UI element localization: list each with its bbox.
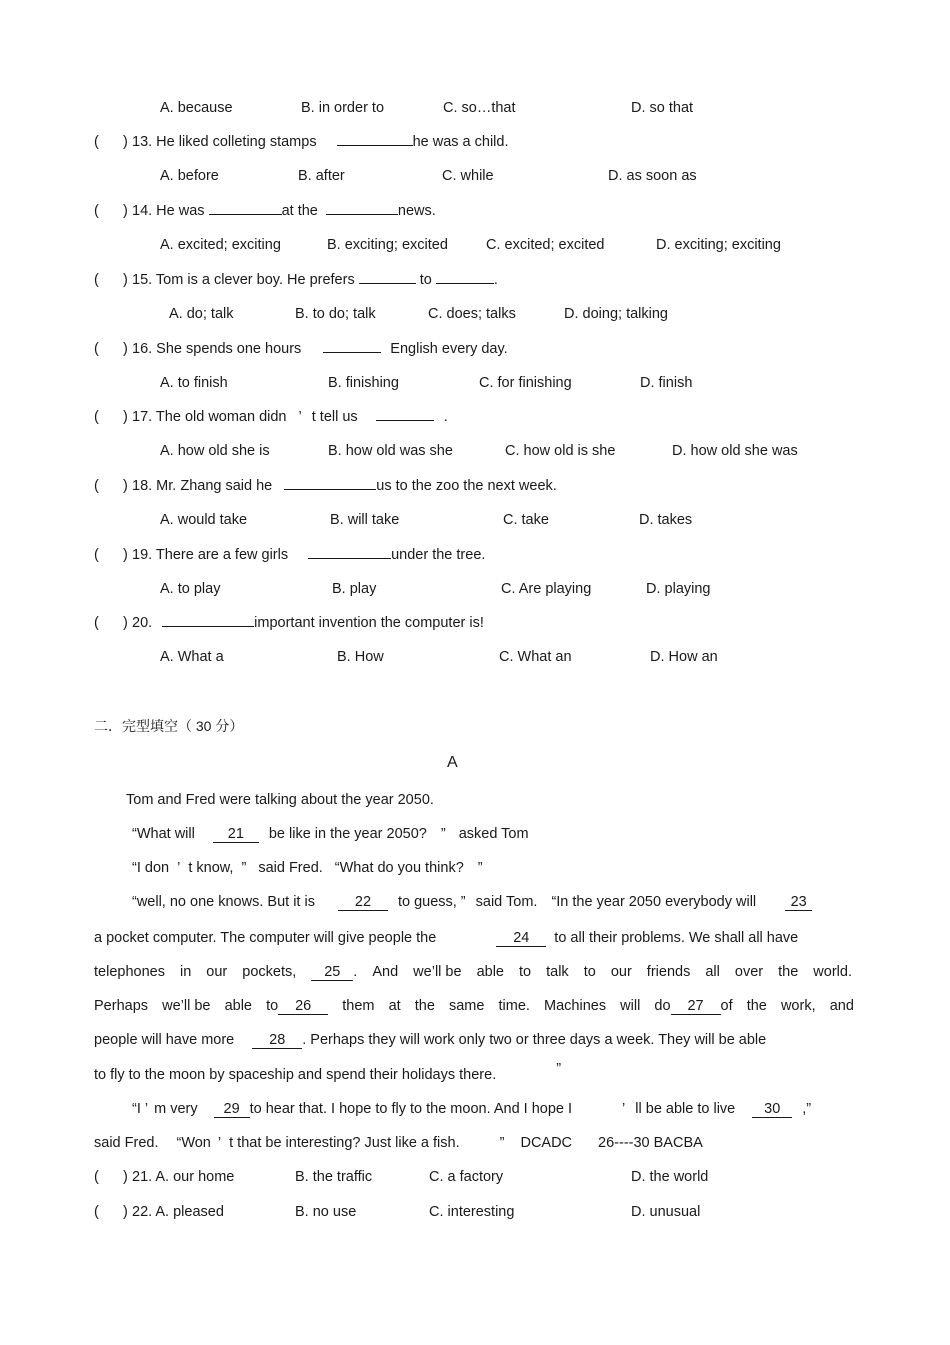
q14-paren-close: ) — [123, 203, 128, 219]
q16-option-c: C. for finishing — [479, 375, 572, 391]
q13-lead: 13. He liked colleting stamps — [132, 134, 317, 150]
passage-text: same — [448, 998, 485, 1014]
passage-heading: A — [447, 754, 458, 771]
q22-paren-close: ) — [123, 1204, 128, 1220]
q14-option-a: A. excited; exciting — [160, 237, 281, 253]
passage-text: ll be able to live — [635, 1101, 736, 1117]
q22-option-c: C. interesting — [429, 1204, 515, 1220]
q17-apostrophe: ’ — [298, 409, 302, 425]
q19-option-a: A. to play — [160, 581, 221, 597]
q14-option-c: C. excited; excited — [486, 237, 605, 253]
passage-text: . Perhaps they will work only two or three days a week. They will be able — [302, 1032, 767, 1048]
q12-option-c: C. so…that — [443, 100, 516, 116]
q13-paren-close: ) — [123, 134, 128, 150]
passage-text: to — [519, 964, 532, 980]
blank-25: 25 — [311, 964, 353, 981]
q18-blank — [284, 489, 376, 490]
q15-blank-2 — [436, 283, 494, 284]
passage-text: work, — [780, 998, 816, 1014]
q19-stem — [132, 546, 485, 564]
q20-option-d: D. How an — [650, 649, 718, 665]
q13-tail: he was a child. — [412, 134, 509, 150]
passage-text: we — [162, 998, 181, 1014]
q18-stem — [132, 477, 557, 495]
q19-blank — [308, 558, 391, 559]
q16-paren-close: ) — [123, 341, 128, 357]
q19-tail: under the tree. — [391, 547, 486, 563]
q17-blank — [376, 420, 434, 421]
passage-apostrophe: ’ — [144, 1101, 149, 1117]
passage-line-1: Tom and Fred were talking about the year 2050. — [126, 792, 434, 808]
q18-paren-close: ) — [123, 478, 128, 494]
q21-option-a: 21. A. our home — [132, 1169, 235, 1185]
passage-text: them — [342, 998, 375, 1014]
passage-word-group — [413, 963, 461, 981]
passage-text: be like in the year 2050? — [268, 826, 427, 842]
q21-option-b: B. the traffic — [295, 1169, 373, 1185]
q17-stem — [132, 408, 448, 426]
q18-paren-open: ( — [94, 478, 99, 494]
q16-blank — [323, 352, 381, 353]
passage-apostrophe: ’ — [180, 998, 184, 1014]
q21-paren-close: ) — [123, 1169, 128, 1185]
passage-text: people will have more — [94, 1032, 235, 1048]
q14-option-d: D. exciting; exciting — [656, 237, 781, 253]
q18-option-c: C. take — [503, 512, 549, 528]
q20-tail: important invention the computer is! — [254, 615, 484, 631]
passage-text: in — [179, 964, 192, 980]
q12-option-b: B. in order to — [301, 100, 385, 116]
q20-lead: 20. — [132, 615, 153, 631]
blank-25-group — [311, 963, 357, 981]
q16-tail: English every day. — [390, 341, 508, 357]
passage-text: do — [654, 998, 671, 1014]
q20-blank — [162, 626, 254, 627]
section-2-label: 二．完型填空（ — [94, 718, 192, 734]
passage-text: Machines — [544, 998, 607, 1014]
answer-key-26-30: 26----30 BACBA — [598, 1135, 703, 1151]
blank-23: 23 — [785, 894, 812, 911]
passage-text: will — [620, 998, 641, 1014]
passage-text: said Fred. — [258, 860, 323, 876]
passage-quote: ” — [460, 894, 466, 910]
passage-text: “What do you think? — [334, 860, 464, 876]
q15-option-a: A. do; talk — [169, 306, 234, 322]
q22-option-b: B. no use — [295, 1204, 357, 1220]
passage-line-5 — [94, 929, 798, 947]
q15-option-c: C. does; talks — [428, 306, 516, 322]
q14-tail: news. — [397, 203, 436, 219]
passage-text: said Fred. — [94, 1135, 159, 1151]
q15-option-d: D. doing; talking — [564, 306, 668, 322]
q16-option-a: A. to finish — [160, 375, 228, 391]
q13-option-a: A. before — [160, 168, 219, 184]
passage-text: to fly to the moon by spaceship and spend their holidays there. — [94, 1067, 497, 1083]
q15-stem — [132, 271, 498, 289]
q19-option-b: B. play — [332, 581, 377, 597]
q12-option-a: A. because — [160, 100, 233, 116]
blank-29: 29 — [214, 1101, 250, 1118]
passage-text: asked Tom — [458, 826, 529, 842]
passage-text: “I don — [132, 860, 170, 876]
q18-tail: us to the zoo the next week. — [376, 478, 557, 494]
passage-line-2 — [132, 825, 529, 843]
passage-line-7 — [94, 997, 854, 1015]
passage-line-8 — [94, 1031, 766, 1049]
blank-26-group — [266, 997, 328, 1015]
passage-text: “What will — [132, 826, 195, 842]
blank-27: 27 — [671, 998, 721, 1015]
passage-text: over — [734, 964, 764, 980]
passage-quote: ” — [241, 860, 247, 876]
passage-quote: ” — [440, 826, 446, 842]
q19-paren-open: ( — [94, 547, 99, 563]
passage-word-group — [162, 997, 210, 1015]
q14-blank-1 — [209, 214, 282, 215]
passage-text: friends — [646, 964, 691, 980]
passage-text: “In the year 2050 everybody will — [551, 894, 757, 910]
q13-stem — [132, 133, 509, 151]
passage-text: ,” — [802, 1101, 812, 1117]
passage-text: our — [610, 964, 632, 980]
passage-text: to — [583, 964, 596, 980]
q16-lead: 16. She spends one hours — [132, 341, 302, 357]
q16-option-d: D. finish — [640, 375, 693, 391]
q17-paren-open: ( — [94, 409, 99, 425]
q20-paren-open: ( — [94, 615, 99, 631]
passage-text: And — [372, 964, 399, 980]
q20-stem — [132, 614, 484, 632]
q17-paren-close: ) — [123, 409, 128, 425]
blank-26: 26 — [278, 998, 328, 1015]
q14-blank-2 — [326, 214, 398, 215]
q17-tail: . — [443, 409, 448, 425]
passage-quote: ” — [499, 1135, 505, 1151]
passage-text: the — [414, 998, 435, 1014]
passage-text: at — [388, 998, 401, 1014]
q21-option-d: D. the world — [631, 1169, 709, 1185]
passage-text: of — [720, 998, 733, 1014]
passage-apostrophe: ’ — [431, 964, 435, 980]
q20-option-a: A. What a — [160, 649, 224, 665]
passage-text: our — [206, 964, 228, 980]
passage-text: all — [705, 964, 720, 980]
q14-mid: at the — [281, 203, 318, 219]
passage-line-4 — [132, 893, 812, 911]
passage-text: a pocket computer. The computer will give people the — [94, 930, 437, 946]
q15-blank-1 — [359, 283, 416, 284]
q16-paren-open: ( — [94, 341, 99, 357]
q19-option-d: D. playing — [646, 581, 711, 597]
q21-option-c: C. a factory — [429, 1169, 504, 1185]
passage-apostrophe: ’ — [622, 1101, 626, 1117]
passage-text: Perhaps — [94, 998, 149, 1014]
passage-text: the — [778, 964, 799, 980]
q15-mid: to — [419, 272, 432, 288]
q13-blank — [337, 145, 413, 146]
passage-text: t know, — [188, 860, 234, 876]
q14-lead: 14. He was — [132, 203, 205, 219]
passage-quote: ” — [556, 1061, 562, 1077]
q18-option-d: D. takes — [639, 512, 693, 528]
passage-text: time. — [498, 998, 530, 1014]
q21-paren-open: ( — [94, 1169, 99, 1185]
passage-text: telephones — [94, 964, 165, 980]
passage-text: . — [353, 964, 358, 980]
q22-option-d: D. unusual — [631, 1204, 701, 1220]
q17-option-a: A. how old she is — [160, 443, 270, 459]
q15-paren-close: ) — [123, 272, 128, 288]
passage-apostrophe: ’ — [217, 1135, 222, 1151]
blank-21: 21 — [213, 826, 259, 843]
q17-option-d: D. how old she was — [672, 443, 798, 459]
passage-text: talk — [546, 964, 569, 980]
passage-line-11 — [94, 1134, 703, 1152]
q20-option-c: C. What an — [499, 649, 572, 665]
passage-line-6 — [94, 963, 852, 981]
section-2-title — [94, 717, 243, 735]
q16-stem — [132, 340, 508, 358]
q13-option-d: D. as soon as — [608, 168, 697, 184]
q18-lead: 18. Mr. Zhang said he — [132, 478, 273, 494]
passage-text: said Tom. — [475, 894, 538, 910]
passage-text: ll be — [183, 998, 211, 1014]
passage-text: to hear that. I hope to fly to the moon. And I hope I — [249, 1101, 573, 1117]
passage-text: able — [476, 964, 504, 980]
q22-paren-open: ( — [94, 1204, 99, 1220]
q15-option-b: B. to do; talk — [295, 306, 376, 322]
q14-stem — [132, 202, 436, 220]
q17-mid: t tell us — [311, 409, 358, 425]
q17-option-c: C. how old is she — [505, 443, 616, 459]
blank-30: 30 — [752, 1101, 792, 1118]
passage-text: we — [413, 964, 432, 980]
passage-apostrophe: ’ — [177, 860, 181, 876]
passage-text: m very — [154, 1101, 198, 1117]
q19-lead: 19. There are a few girls — [132, 547, 289, 563]
passage-text: world. — [813, 964, 852, 980]
passage-text: ll be — [434, 964, 462, 980]
q13-option-c: C. while — [442, 168, 494, 184]
q17-lead: 17. The old woman didn — [132, 409, 287, 425]
q12-option-d: D. so that — [631, 100, 694, 116]
q13-paren-open: ( — [94, 134, 99, 150]
q20-option-b: B. How — [337, 649, 384, 665]
passage-text: and — [829, 998, 854, 1014]
q22-option-a: 22. A. pleased — [132, 1204, 224, 1220]
q15-lead: 15. Tom is a clever boy. He prefers — [132, 272, 355, 288]
passage-text: “Won — [176, 1135, 211, 1151]
q18-option-b: B. will take — [330, 512, 400, 528]
q15-paren-open: ( — [94, 272, 99, 288]
section-2-score: 30 分） — [195, 718, 244, 734]
passage-line-10 — [132, 1100, 811, 1118]
passage-text: “I — [132, 1101, 141, 1117]
q14-option-b: B. exciting; excited — [327, 237, 448, 253]
passage-text: t that be interesting? Just like a fish. — [229, 1135, 460, 1151]
passage-text: to — [266, 998, 279, 1014]
blank-27-group — [654, 997, 732, 1015]
passage-text: “well, no one knows. But it is — [132, 894, 315, 910]
q19-paren-close: ) — [123, 547, 128, 563]
passage-text: to all their problems. We shall all have — [554, 930, 799, 946]
q13-option-b: B. after — [298, 168, 345, 184]
passage-text: the — [746, 998, 767, 1014]
q19-option-c: C. Are playing — [501, 581, 592, 597]
q20-paren-close: ) — [123, 615, 128, 631]
passage-line-9 — [94, 1061, 562, 1084]
passage-text: able — [224, 998, 252, 1014]
q18-option-a: A. would take — [160, 512, 248, 528]
q14-paren-open: ( — [94, 203, 99, 219]
blank-22: 22 — [338, 894, 388, 911]
blank-24: 24 — [496, 930, 546, 947]
q16-option-b: B. finishing — [328, 375, 399, 391]
passage-quote: ” — [477, 860, 483, 876]
answer-key-21-25: DCADC — [520, 1135, 573, 1151]
blank-28: 28 — [252, 1032, 302, 1049]
q15-tail: . — [493, 272, 498, 288]
passage-text: to guess, — [397, 894, 457, 910]
passage-line-3 — [132, 859, 483, 877]
passage-text: pockets, — [242, 964, 297, 980]
q17-option-b: B. how old was she — [328, 443, 453, 459]
